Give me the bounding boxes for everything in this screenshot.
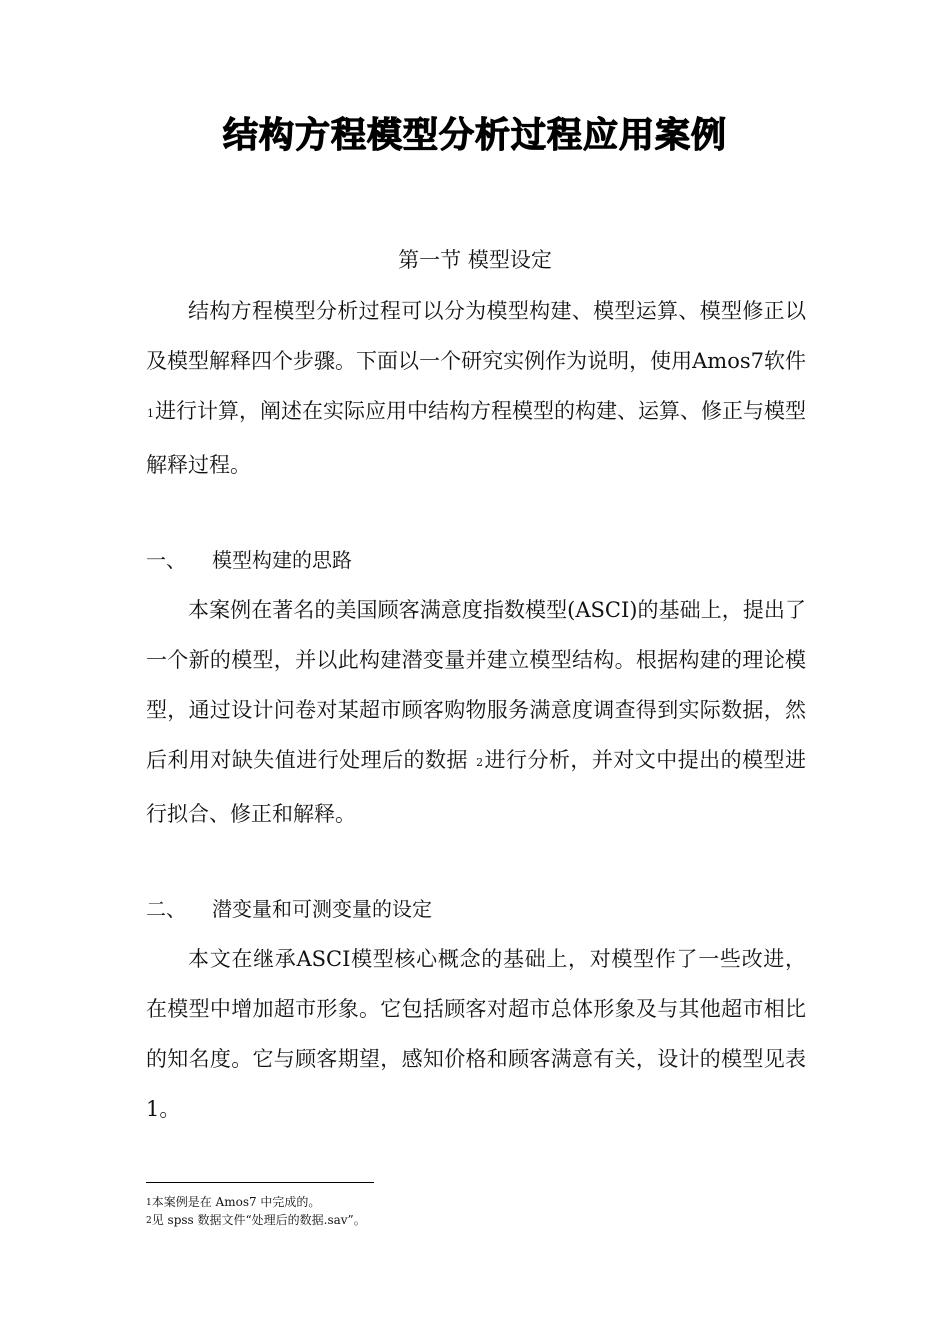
footnote-ref-2: 2 [476,756,484,769]
footnote-text: 本案例是在 Amos7 中完成的。 [151,1195,321,1209]
document-title: 结构方程模型分析过程应用案例 [222,116,727,156]
paragraph-variable-setting: 本文在继承ASCI模型核心概念的基础上，对模型作了一些改进，在模型中增加超市形象。它包括顾客对超市总体形象及与其他超市相比的知名度。它与顾客期望，感知价格和顾客满意有关，设计的模型见表 1。 [146,947,806,1121]
footnote-divider [146,1182,374,1183]
footnote-ref-1: 1 [147,407,154,420]
heading-number: 一、 [146,548,186,572]
heading-number: 二、 [146,897,186,921]
intro-paragraph-text-2: 进行计算，阐述在实际应用中结构方程模型的构建、运算、修正与模型解释过程。 [146,399,806,477]
footnote-1 [146,1194,320,1212]
paragraph-text-2: 进行分析，并对文中提出的模型进行拟合、修正和解释。 [146,748,807,826]
paragraph-model-construction [146,585,806,839]
heading-text: 模型构建的思路 [212,548,352,572]
intro-paragraph [146,286,806,490]
footnote-2 [146,1212,366,1230]
heading-variable-setting [146,894,432,924]
footnote-text: 见 spss 数据文件“处理后的数据.sav”。 [151,1213,366,1227]
paragraph-text-1: 本案例在著名的美国顾客满意度指数模型(ASCI)的基础上，提出了一个新的模型，并以此构建潜变量并建立模型结构。根据构建的理论模型，通过设计问卷对某超市顾客购物服务满意度调查得到实际数据，然后利用对缺失值进行处理后的数据 [146,598,806,772]
footnote-mark: 2 [146,1216,152,1226]
heading-model-construction [146,545,352,575]
intro-paragraph-text-1: 结构方程模型分析过程可以分为模型构建、模型运算、模型修正以及模型解释四个步骤。下面以一个研究实例作为说明，使用Amos7软件 [146,299,806,373]
section-title: 第一节 模型设定 [398,248,552,272]
footnote-mark: 1 [146,1198,152,1208]
heading-text: 潜变量和可测变量的设定 [212,897,432,921]
